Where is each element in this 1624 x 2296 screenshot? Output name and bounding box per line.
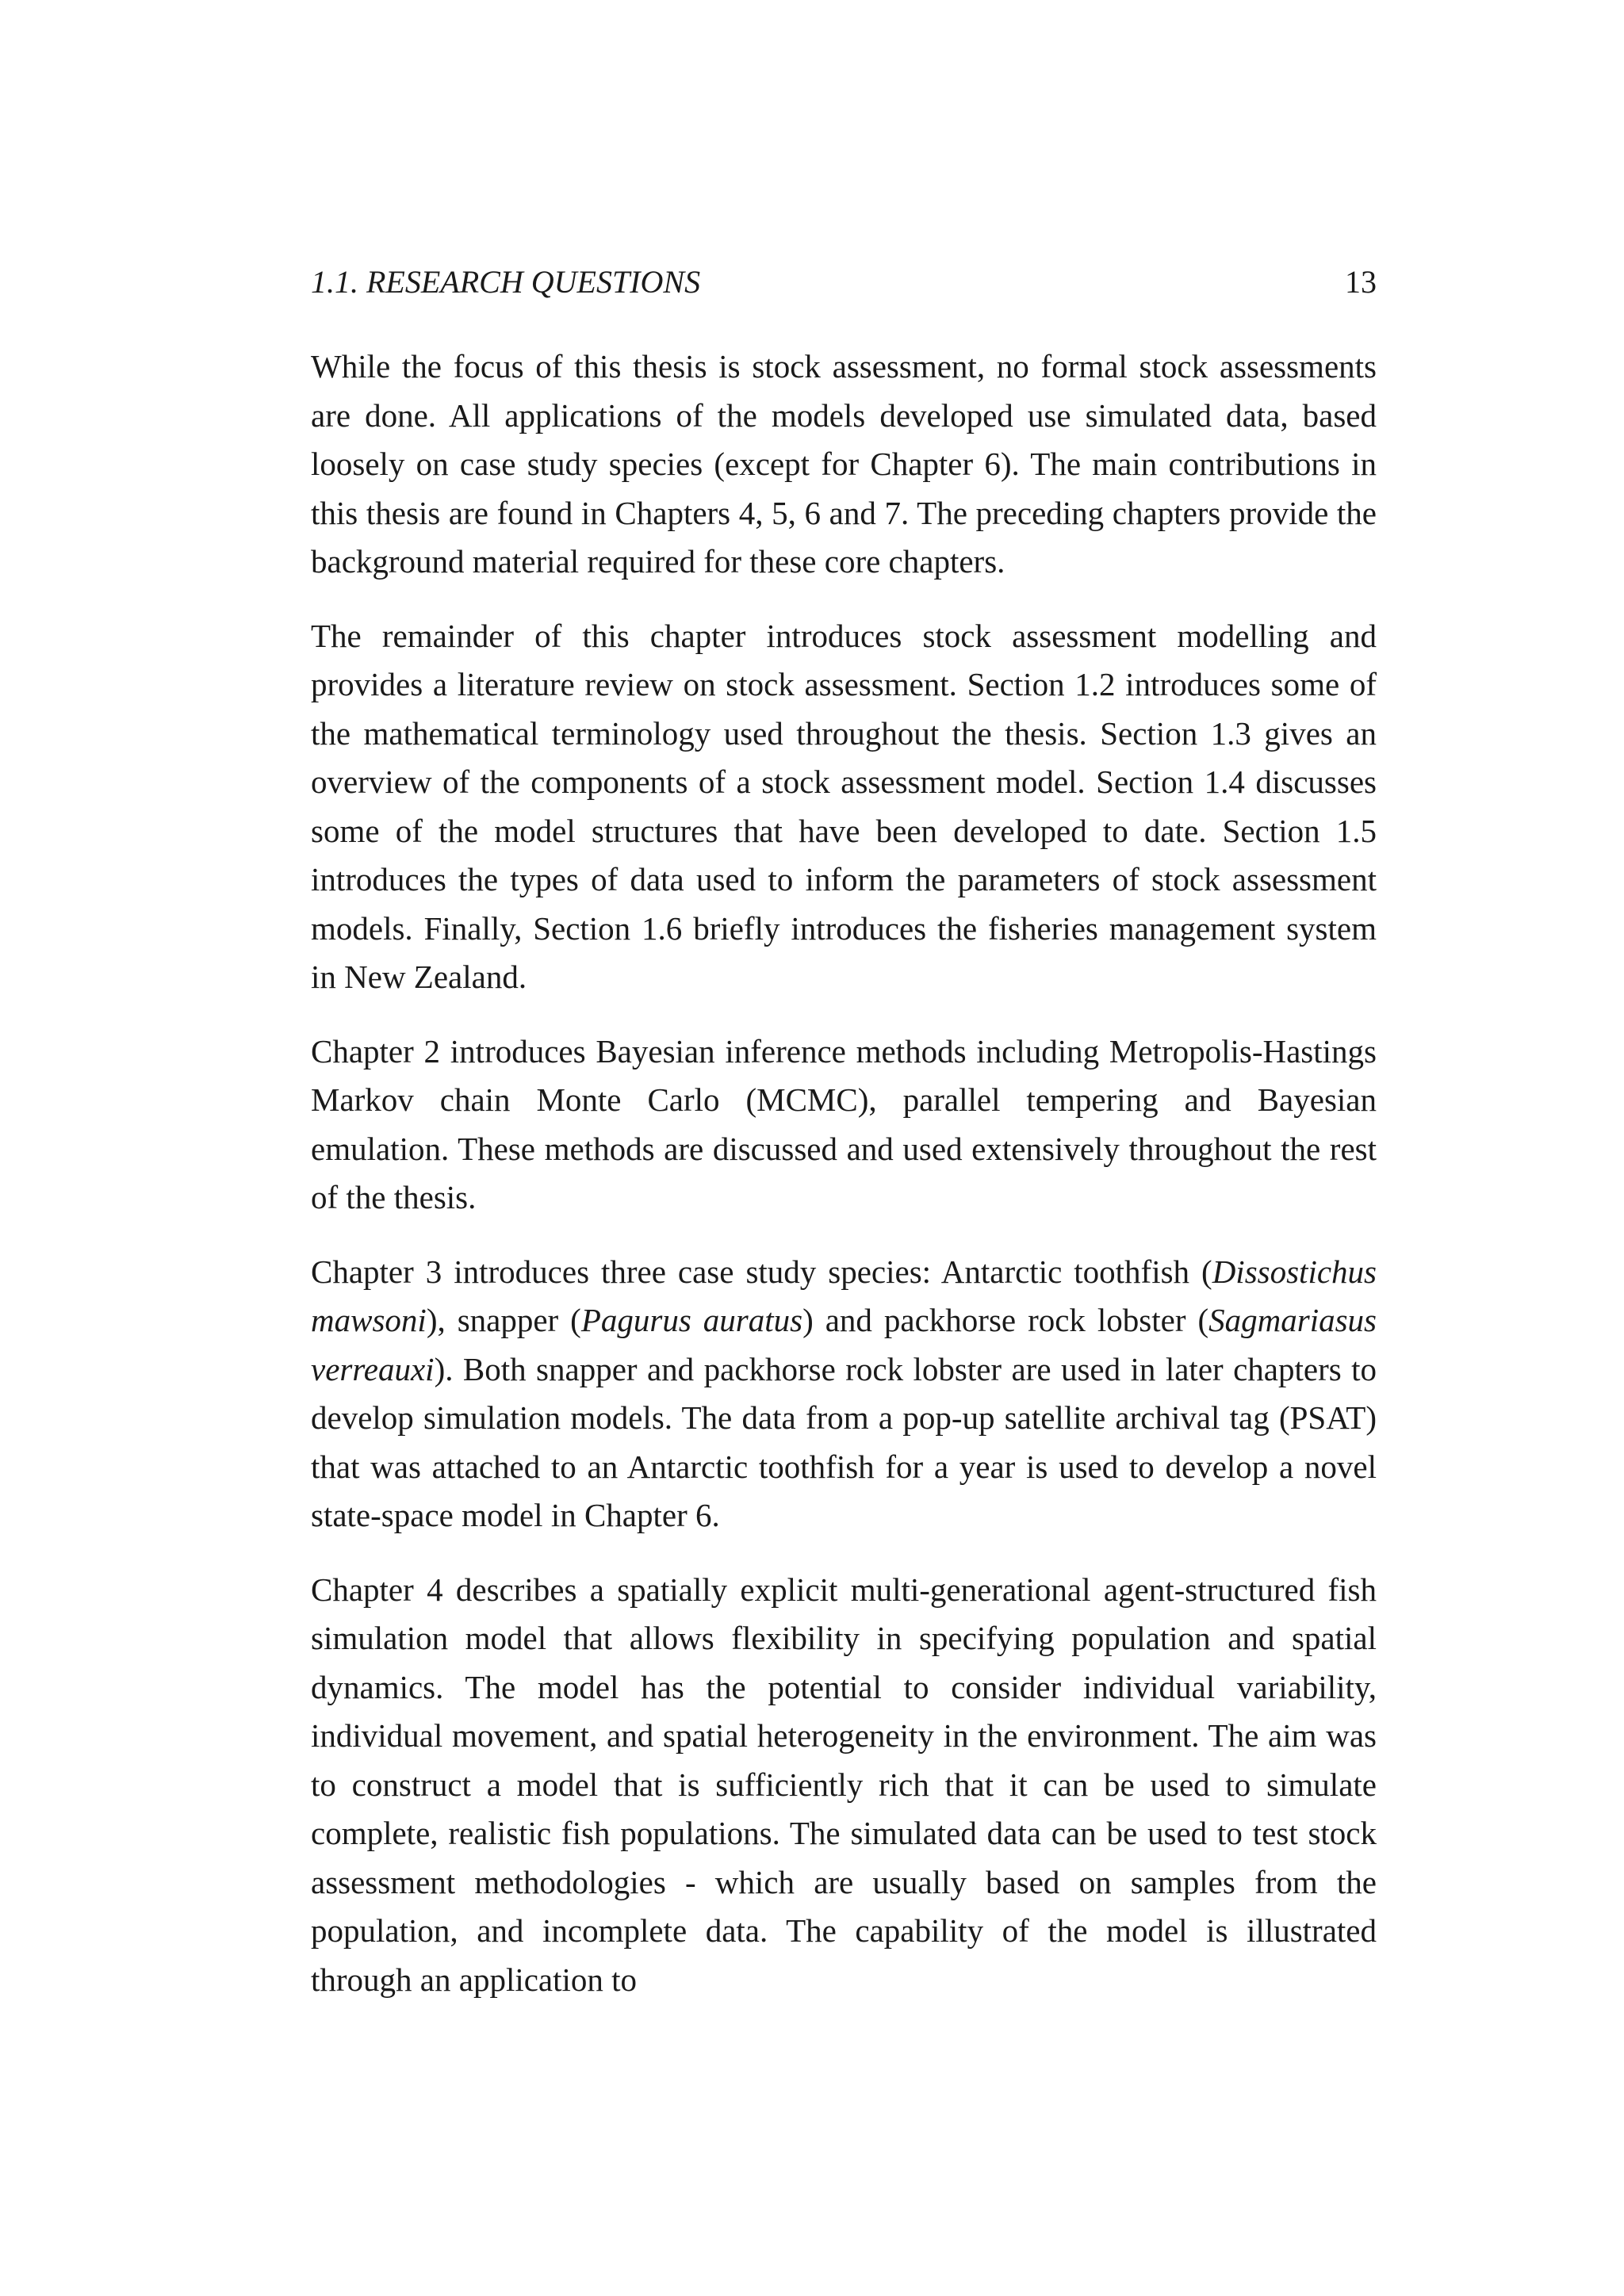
text-run: While the focus of this thesis is stock assessment, no formal stock assessments are done. All applications of the models developed use simulated data, based loosely on case study species (except for Chapter 6). The main contributions in this thesis are found in Chapters 4, 5, 6 and 7. The preceding chapters provide the background material required for these core chapters. — [311, 348, 1377, 580]
species-name: Dissostichus mawsoni — [311, 1253, 1377, 1338]
paragraph-1 — [311, 342, 1377, 587]
paragraph-2 — [311, 612, 1377, 1002]
paragraph-5 — [311, 1566, 1377, 2005]
species-name: Sagmariasus verreauxi — [311, 1302, 1377, 1387]
text-run: Chapter 2 introduces Bayesian inference methods including Metropolis-Hastings Markov chain Monte Carlo (MCMC), parallel tempering and Bayesian emulation. These methods are discussed and used extensively throughout the rest of the thesis. — [311, 1032, 1377, 1215]
text-run: The remainder of this chapter introduces stock assessment modelling and provides a literature review on stock assessment. Section 1.2 introduces some of the mathematical terminology used throughout the thesis. Section 1.3 gives an overview of the components of a stock assessment model. Section 1.4 discusses some of the model structures that have been developed to date. Section 1.5 introduces the types of data used to inform the parameters of stock assessment models. Finally, Section 1.6 briefly introduces the fisheries management system in New Zealand. — [311, 617, 1377, 995]
text-run: ), snapper ( — [426, 1302, 581, 1338]
text-run: ) and packhorse rock lobster ( — [802, 1302, 1209, 1338]
text-run: Chapter 3 introduces three case study species: Antarctic toothfish ( — [311, 1253, 1212, 1290]
text-run: Chapter 4 describes a spatially explicit multi-generational agent-structured fish simulation model that allows flexibility in specifying population and spatial dynamics. The model has the potential to consider individual variability, individual movement, and spatial heterogeneity in the environment. The aim was to construct a model that is sufficiently rich that it can be used to simulate complete, realistic fish populations. The simulated data can be used to test stock assessment methodologies - which are usually based on samples from the population, and incomplete data. The capability of the model is illustrated through an application to — [311, 1571, 1377, 1998]
text-run: ). Both snapper and packhorse rock lobster are used in later chapters to develop simulation models. The data from a pop-up satellite archival tag (PSAT) that was attached to an Antarctic toothfish for a year is used to develop a novel state-space model in Chapter 6. — [311, 1350, 1377, 1533]
paragraph-3 — [311, 1027, 1377, 1223]
paragraph-4 — [311, 1248, 1377, 1540]
page-number: 13 — [1345, 264, 1377, 300]
section-title: 1.1. RESEARCH QUESTIONS — [311, 264, 701, 300]
body-text — [311, 342, 1377, 2030]
species-name: Pagurus auratus — [580, 1302, 803, 1338]
running-header — [311, 258, 1377, 306]
